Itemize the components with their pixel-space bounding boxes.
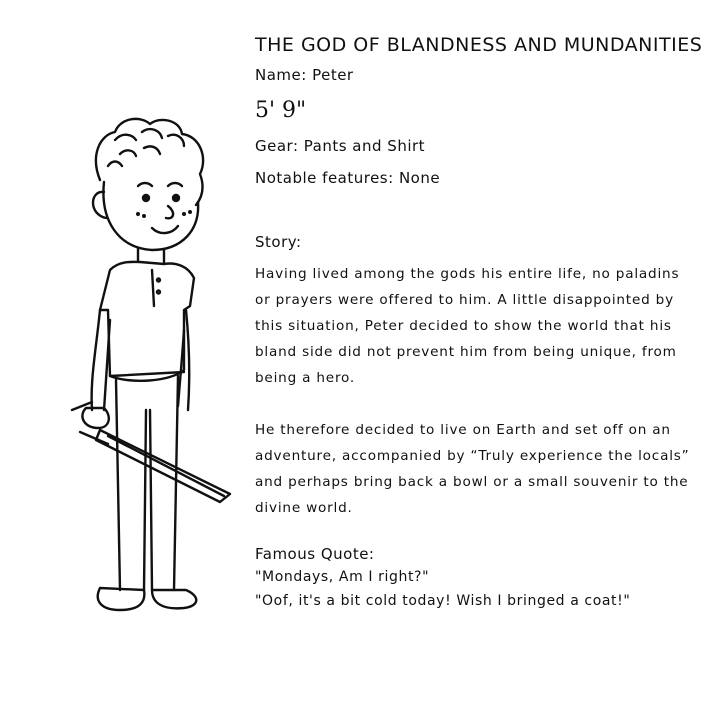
- quote-item: "Oof, it's a bit cold today! Wish I bringed a coat!": [255, 593, 631, 609]
- page-title: THE GOD OF BLANDNESS AND MUNDANITIES: [255, 34, 703, 56]
- quote-item: "Mondays, Am I right?": [255, 569, 430, 585]
- character-illustration: [60, 110, 250, 620]
- story-heading: Story:: [255, 233, 302, 251]
- story-paragraph: Having lived among the gods his entire life, no paladins or prayers were offered to him. A little disappointed by this situation, Peter decided to show the world that his bland side did not prevent him from being unique, from being a hero.: [255, 266, 680, 386]
- story-paragraph: He therefore decided to live on Earth and set off on an adventure, accompanied by “Truly experience the locals” and perhaps bring back a bowl or a small souvenir to the divine world.: [255, 422, 690, 516]
- gear-field: Gear: Pants and Shirt: [255, 137, 426, 155]
- features-field: Notable features: None: [255, 169, 441, 187]
- character-sheet: [255, 34, 705, 613]
- quote-heading: Famous Quote:: [255, 545, 375, 563]
- name-field: Name: Peter: [255, 66, 354, 84]
- height-field: 5' 9": [255, 98, 307, 123]
